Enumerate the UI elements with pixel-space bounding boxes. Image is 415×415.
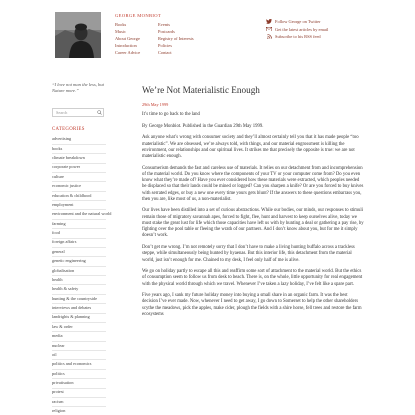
category-link[interactable]: nuclear: [52, 342, 106, 351]
category-link[interactable]: hunting & the countryside: [52, 295, 106, 304]
category-link[interactable]: landrights & planning: [52, 314, 106, 323]
category-link[interactable]: politics and economics: [52, 360, 106, 369]
social-link-label: Get the latest articles by email: [275, 26, 329, 32]
category-link[interactable]: media: [52, 332, 106, 341]
rss-icon: [266, 33, 272, 39]
article-paragraph: We go on holiday partly to escape all this and reaffirm some sort of attachment to the material world. But the ethics of consumption seem to follow us from desk to beach. There is, on the whole, little opportunity for real engagement with the physical world through which we travel. Whenever I’ve taken a lazy holiday, I’ve felt like a spare part.: [142, 269, 363, 287]
search-input[interactable]: [52, 108, 104, 117]
category-link[interactable]: culture: [52, 173, 106, 182]
article-paragraph: Ask anyone what’s wrong with consumer society and they’ll almost certainly tell you that it has made people “too materialistic”. We are obsessed, we’re always told, with things, and our material engrossment is killing the environment, our relationships and our spiritual lives. It strikes me that precisely the opposite is true: we are not materialistic enough.: [142, 135, 359, 160]
category-link[interactable]: general: [52, 248, 106, 257]
category-link[interactable]: privatisation: [52, 379, 106, 388]
sidebar: [52, 82, 112, 415]
nav-link-books[interactable]: Books: [115, 21, 127, 27]
category-link[interactable]: politics: [52, 370, 106, 379]
article-paragraph: By George Monbiot. Published in the Guardian 29th May 1999.: [142, 123, 264, 129]
nav-link-policies[interactable]: Policies: [158, 42, 172, 48]
category-link[interactable]: interviews and debates: [52, 304, 106, 313]
article-paragraph: Consumerism demands the fast and careless use of materials. It relies on our detachment from and incomprehension of the material world. Do you know where the components of your TV or your computer come from? Do you even know what they’re made of? Have you ever considered how these materials were extracted, which peoples needed be displaced so that their lands could be mined or logged? Can you sharpen a knife? Or are you forced to buy knives with serrated edges, or buy a new one every time yours gets blunt? If the answers to these questions embarrass you, then you are, like most of us, a non-materialist.: [142, 165, 364, 202]
article-date: 29th May 1999: [142, 102, 169, 107]
nav-link-registry-of-interests[interactable]: Registry of Interests: [158, 35, 194, 41]
category-link[interactable]: foreign affairs: [52, 239, 106, 248]
site-name[interactable]: GEORGE MONBIOT: [115, 13, 162, 18]
category-link[interactable]: food: [52, 229, 106, 238]
nav-link-introduction[interactable]: Introduction: [115, 42, 137, 48]
categories-list: [52, 135, 112, 415]
category-link[interactable]: law & order: [52, 323, 106, 332]
sidebar-quote: “I love not man the less, but Nature more.”: [52, 82, 104, 94]
search-icon[interactable]: [95, 110, 103, 115]
category-link[interactable]: health & safety: [52, 285, 106, 294]
category-link[interactable]: education & childhood: [52, 192, 106, 201]
category-link[interactable]: protest: [52, 389, 106, 398]
nav-link-career-advice[interactable]: Career Advice: [115, 49, 141, 55]
nav-link-contact[interactable]: Contact: [158, 49, 172, 55]
social-link-rss[interactable]: [266, 33, 328, 40]
nav-link-music[interactable]: Music: [115, 28, 126, 34]
social-links: [266, 18, 328, 40]
category-link[interactable]: racism: [52, 398, 106, 407]
nav-column-primary: [115, 21, 140, 56]
category-link[interactable]: globalisation: [52, 267, 106, 276]
category-link[interactable]: religion: [52, 407, 106, 415]
article-body: [142, 112, 364, 318]
category-link[interactable]: corporate power: [52, 164, 106, 173]
category-link[interactable]: employment: [52, 201, 106, 210]
article-paragraph: Our lives have been distilled into a set of curious abstractions. While our bodies, our minds, our responses to stimuli remain those of migratory savannah apes, forced to fight, flee, hunt and harvest to keep ourselves alive, today we must stake the great lust for life which those capacities have left us with by hunting a deal or gathering a pay rise, by fighting over the pool table or fleeing the wrath of our partners. And I don’t know about you, but for me it simply doesn’t work.: [142, 208, 364, 239]
article-paragraph: It’s time to go back to the land: [142, 112, 200, 118]
category-link[interactable]: advertising: [52, 135, 106, 144]
category-link[interactable]: health: [52, 276, 106, 285]
search-placeholder: Search: [56, 110, 68, 116]
nav-link-events[interactable]: Events: [158, 21, 170, 27]
category-link[interactable]: climate breakdown: [52, 154, 106, 163]
article-title: We’re Not Materialistic Enough: [142, 85, 260, 95]
author-portrait[interactable]: [55, 12, 101, 58]
social-link-label: Follow George on Twitter: [275, 19, 321, 25]
article-paragraph: Five years ago, I sank my future holiday money into buying a small share in an organic farm. It was the best decision I’ve ever made. Now, whenever I need to get away, I go down to Somerset to help the other shareholders scythe the meadows, pick the apples, make cider, plough the fields with a shire horse, fell trees and restore the farm ecosystems: [142, 293, 362, 317]
category-link[interactable]: books: [52, 145, 106, 154]
social-link-email[interactable]: [266, 25, 328, 32]
categories-heading: CATEGORIES: [52, 127, 85, 133]
social-link-label: Subscribe to his RSS feed: [275, 33, 321, 39]
mail-icon: [266, 26, 272, 32]
article-paragraph: Don’t get me wrong. I’m not remotely sorry that I don’t have to make a living hunting buffalo across a trackless steppe, while simultaneously being hunted by hyaenas. But this interior life, this detachment from the material world, just isn’t enough for me. Chained to my desk, I feel only half of me is alive.: [142, 245, 355, 263]
category-link[interactable]: environment and the natural world: [52, 210, 106, 219]
nav-column-secondary: [158, 21, 194, 56]
nav-link-postcards[interactable]: Postcards: [158, 28, 175, 34]
category-link[interactable]: farming: [52, 220, 106, 229]
category-link[interactable]: economic justice: [52, 182, 106, 191]
category-link[interactable]: genetic engineering: [52, 257, 106, 266]
article: [142, 85, 364, 318]
twitter-icon: [266, 19, 272, 25]
category-link[interactable]: oil: [52, 351, 106, 360]
nav-link-about-george[interactable]: About George: [115, 35, 140, 41]
site-header: [0, 0, 415, 70]
social-link-twitter[interactable]: [266, 18, 328, 25]
